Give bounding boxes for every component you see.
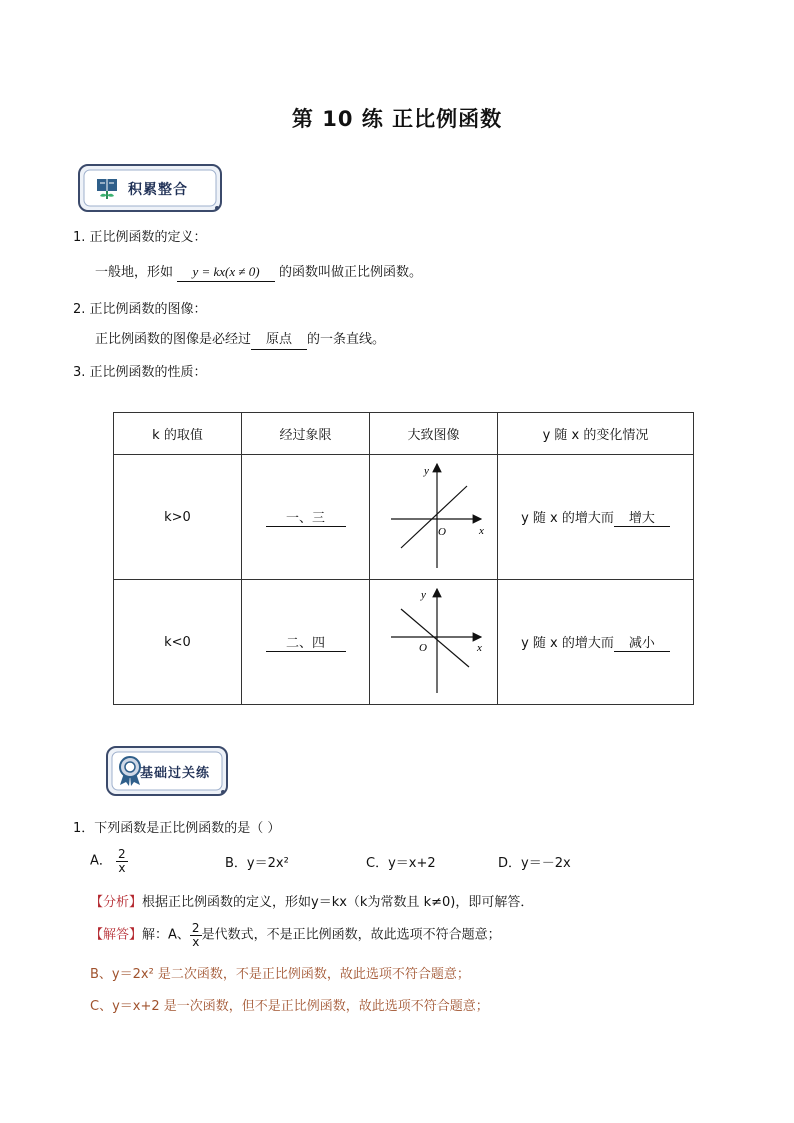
increasing-line-graph xyxy=(379,456,489,574)
header-graph: 大致图像 xyxy=(370,413,498,455)
question-stem: 1．下列函数是正比例函数的是（ ） xyxy=(73,821,281,836)
option-a-fraction xyxy=(116,848,128,875)
decreasing-line-graph xyxy=(379,581,489,699)
cell-quadrants-negative xyxy=(242,580,370,705)
answer-line-b: B、y＝2x² 是二次函数，不是正比例函数，故此选项不符合题意； xyxy=(90,967,470,982)
option-b: B．y＝2x² xyxy=(225,856,289,871)
cell-graph-positive xyxy=(370,455,498,580)
definition-prefix: 一般地，形如 xyxy=(95,265,174,280)
analysis-tag: 【分析】 xyxy=(90,895,143,910)
header-change: y 随 x 的变化情况 xyxy=(498,413,694,455)
section-badge-practice xyxy=(104,744,228,796)
answer-a-prefix: 解：A、 xyxy=(142,927,190,943)
definition-formula: y = kx(x ≠ 0) xyxy=(177,263,275,282)
cell-k-negative: k<0 xyxy=(114,580,242,705)
fraction-numerator: 2 xyxy=(118,847,126,861)
line-k-negative xyxy=(401,609,469,667)
line-k-positive xyxy=(401,486,467,548)
page-title: 第 10 练 正比例函数 xyxy=(291,107,503,131)
y-axis-label: y xyxy=(420,589,426,601)
origin-label: O xyxy=(418,642,427,654)
table-row xyxy=(114,580,694,705)
option-a xyxy=(90,848,128,884)
graph-prefix: 正比例函数的图像是必经过 xyxy=(95,332,252,347)
badge-label: 基础过关练 xyxy=(140,766,211,781)
cell-quadrants-positive xyxy=(242,455,370,580)
change-blank: 增大 xyxy=(614,507,670,527)
x-axis-label: x xyxy=(478,525,484,537)
answer-a-fraction xyxy=(190,922,202,949)
item-2-label: 2. 正比例函数的图像： xyxy=(73,302,207,317)
answer-a-suffix: 是代数式，不是正比例函数，故此选项不符合题意； xyxy=(201,927,501,943)
origin-label: O xyxy=(437,526,446,538)
item-1-definition xyxy=(95,263,422,282)
fraction-numerator: 2 xyxy=(191,921,200,935)
analysis-text: 根据正比例函数的定义，形如y＝kx（k为常数且 k≠0)，即可解答． xyxy=(142,895,534,910)
x-axis-label: x xyxy=(476,642,482,654)
answer-line-c: C、y＝x+2 是一次函数，但不是正比例函数，故此选项不符合题意； xyxy=(90,999,489,1014)
change-prefix: y 随 x 的增大而 xyxy=(521,636,614,651)
cell-change-positive xyxy=(498,455,694,580)
y-axis-label: y xyxy=(423,465,429,477)
section-badge-summary xyxy=(76,162,224,214)
item-3-label: 3. 正比例函数的性质： xyxy=(73,365,207,380)
quadrants-blank: 一、三 xyxy=(266,507,346,527)
option-a-label: A． xyxy=(90,853,112,869)
quadrants-blank: 二、四 xyxy=(266,632,346,652)
definition-suffix: 的函数叫做正比例函数。 xyxy=(279,265,423,280)
cell-k-positive: k>0 xyxy=(114,455,242,580)
answer-line-a xyxy=(90,922,501,958)
header-quadrants: 经过象限 xyxy=(242,413,370,455)
change-prefix: y 随 x 的增大而 xyxy=(521,511,614,526)
book-plant-icon xyxy=(94,175,120,201)
table-header-row xyxy=(114,413,694,455)
graph-suffix: 的一条直线。 xyxy=(307,332,386,347)
properties-table xyxy=(113,412,694,705)
badge-label: 积累整合 xyxy=(128,182,188,198)
fraction-denominator: x xyxy=(118,861,126,875)
item-1-label: 1. 正比例函数的定义： xyxy=(73,230,207,245)
cell-graph-negative xyxy=(370,580,498,705)
change-blank: 减小 xyxy=(614,632,670,652)
analysis-line xyxy=(90,894,533,912)
header-k: k 的取值 xyxy=(114,413,242,455)
item-2-text xyxy=(95,331,385,350)
answer-tag: 【解答】 xyxy=(90,927,143,943)
fraction-denominator: x xyxy=(192,935,200,949)
cell-change-negative xyxy=(498,580,694,705)
option-c: C．y＝x+2 xyxy=(366,856,436,871)
option-d: D．y＝－2x xyxy=(498,856,571,871)
table-row xyxy=(114,455,694,580)
graph-blank: 原点 xyxy=(251,331,307,350)
